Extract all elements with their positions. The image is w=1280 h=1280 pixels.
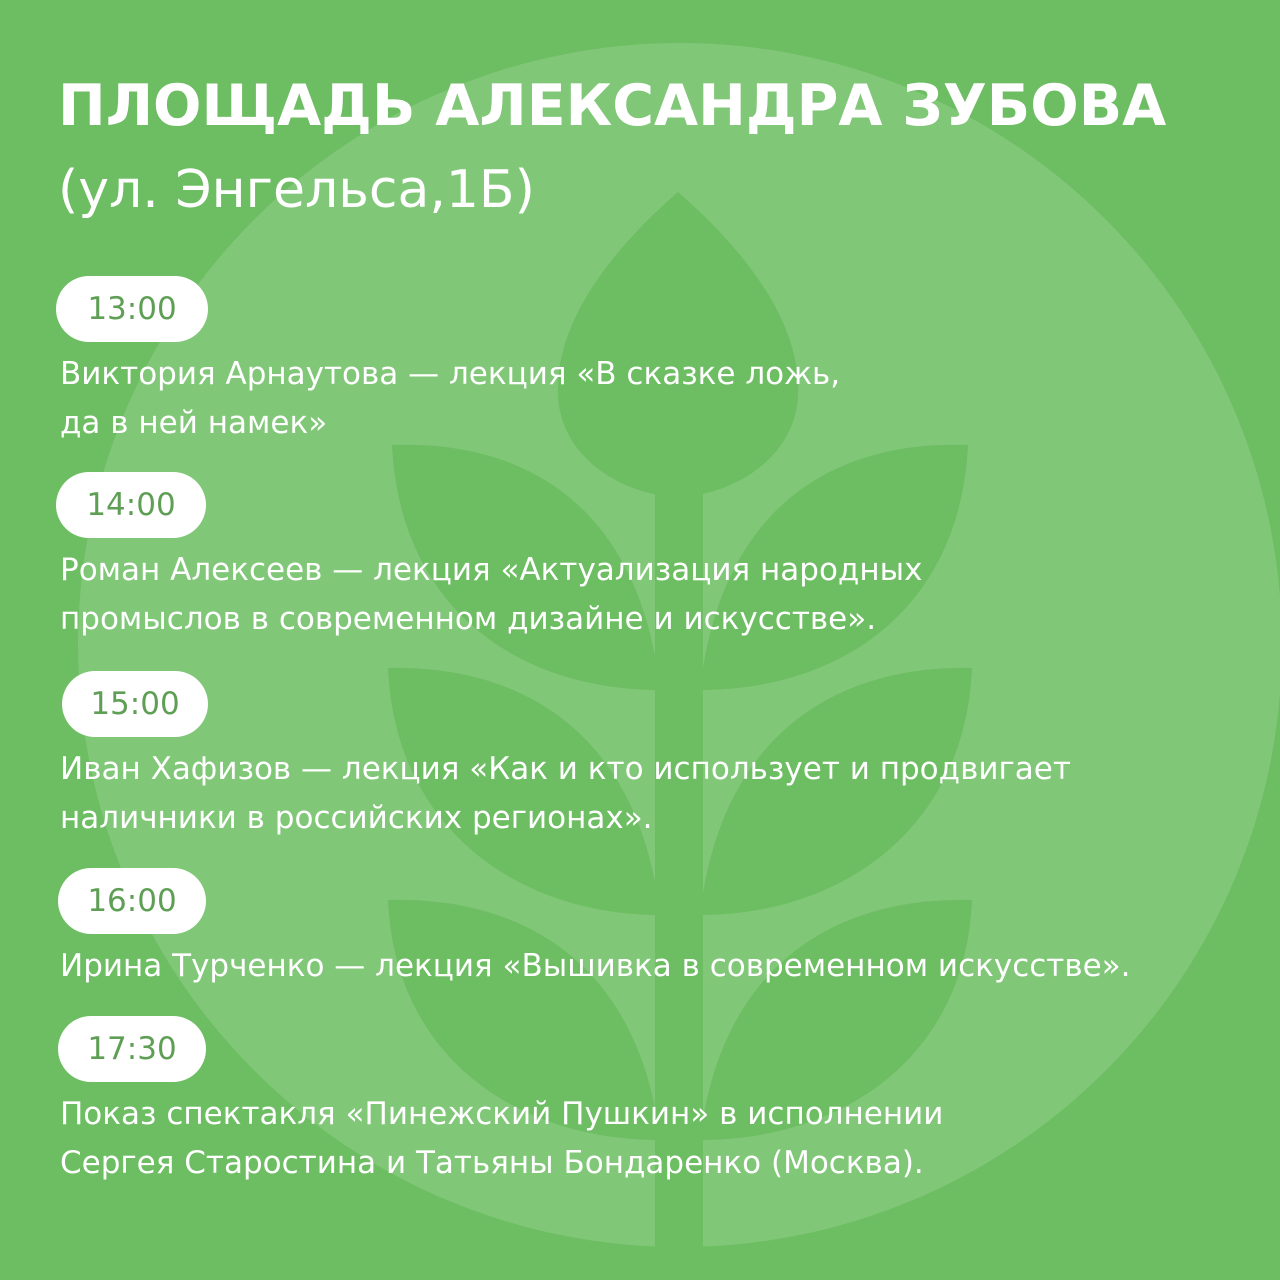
event-description: Иван Хафизов — лекция «Как и кто использует и продвигает наличники в российских регионах». bbox=[60, 751, 1071, 836]
time-badge: 16:00 bbox=[58, 868, 206, 934]
event-description: Роман Алексеев — лекция «Актуализация народных промыслов в современном дизайне и искусстве». bbox=[60, 552, 923, 637]
time-badge: 17:30 bbox=[58, 1016, 206, 1082]
time-badge: 15:00 bbox=[62, 671, 208, 737]
time-badge: 13:00 bbox=[56, 276, 208, 342]
page-title: ПЛОЩАДЬ АЛЕКСАНДРА ЗУБОВА bbox=[58, 73, 1167, 139]
event-description: Ирина Турченко — лекция «Вышивка в современном искусстве». bbox=[60, 948, 1131, 984]
time-badge: 14:00 bbox=[56, 472, 206, 538]
event-description: Показ спектакля «Пинежский Пушкин» в исполнении Сергея Старостина и Татьяны Бондаренко (Москва). bbox=[60, 1096, 944, 1181]
address-subtitle: (ул. Энгельса,1Б) bbox=[58, 160, 535, 220]
event-description: Виктория Арнаутова — лекция «В сказке ложь, да в ней намек» bbox=[60, 356, 841, 441]
